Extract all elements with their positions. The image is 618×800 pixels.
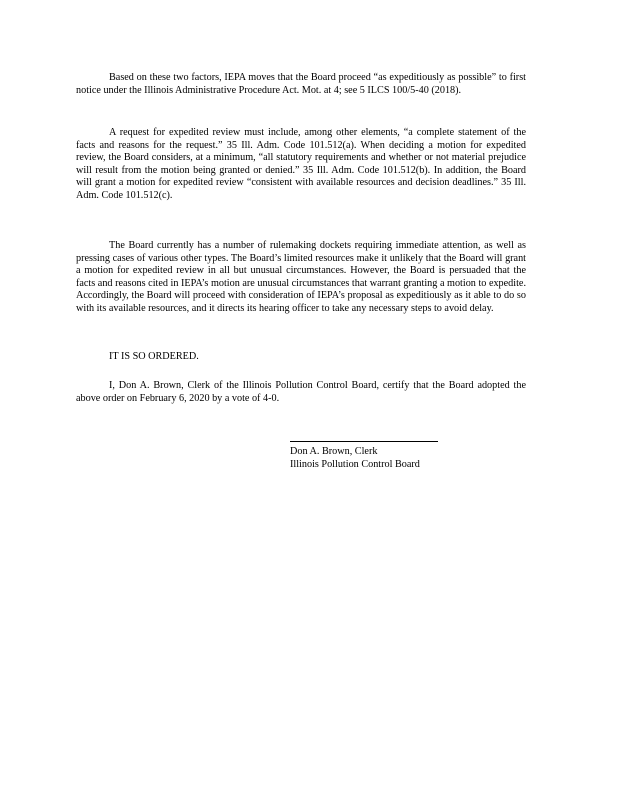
paragraph-board-decision: The Board currently has a number of rulemaking dockets requiring immediate attention, as well as pressing cases of various other types. The Board’s limited resources make it unlikely that the Board will grant a motion for expedited review in all but unusual circumstances. However, the Board is persuaded that the facts and reasons cited in IEPA’s motion are unusual circumstances that warrant granting a motion to expedite. Accordingly, the Board will proceed with consideration of IEPA’s proposal as expeditiously as it able to do so with its available resources, and it directs its hearing officer to take any necessary steps to avoid delay. — [76, 240, 526, 314]
signature-name: Don A. Brown, Clerk — [290, 446, 378, 457]
clerk-certification: I, Don A. Brown, Clerk of the Illinois Pollution Control Board, certify that the Board adopted the above order on February 6, 2020 by a vote of 4-0. — [76, 380, 526, 404]
order-statement: IT IS SO ORDERED. — [109, 351, 199, 362]
paragraph-factors-motion: Based on these two factors, IEPA moves that the Board proceed “as expeditiously as possible” to first notice under the Illinois Administrative Procedure Act. Mot. at 4; see 5 ILCS 100/5-40 (2018). — [76, 72, 526, 96]
paragraph-expedited-review-rules: A request for expedited review must include, among other elements, “a complete statement of the facts and reasons for the request.” 35 Ill. Adm. Code 101.512(a). When deciding a motion for expedited review, the Board considers, at a minimum, “all statutory requirements and whether or not material prejudice will result from the motion being granted or denied.” 35 Ill. Adm. Code 101.512(b). In addition, the Board will grant a motion for expedited review “consistent with available resources and decision deadlines.” 35 Ill. Adm. Code 101.512(c). — [76, 127, 526, 201]
signature-title: Illinois Pollution Control Board — [290, 459, 420, 470]
signature-line — [290, 441, 438, 442]
